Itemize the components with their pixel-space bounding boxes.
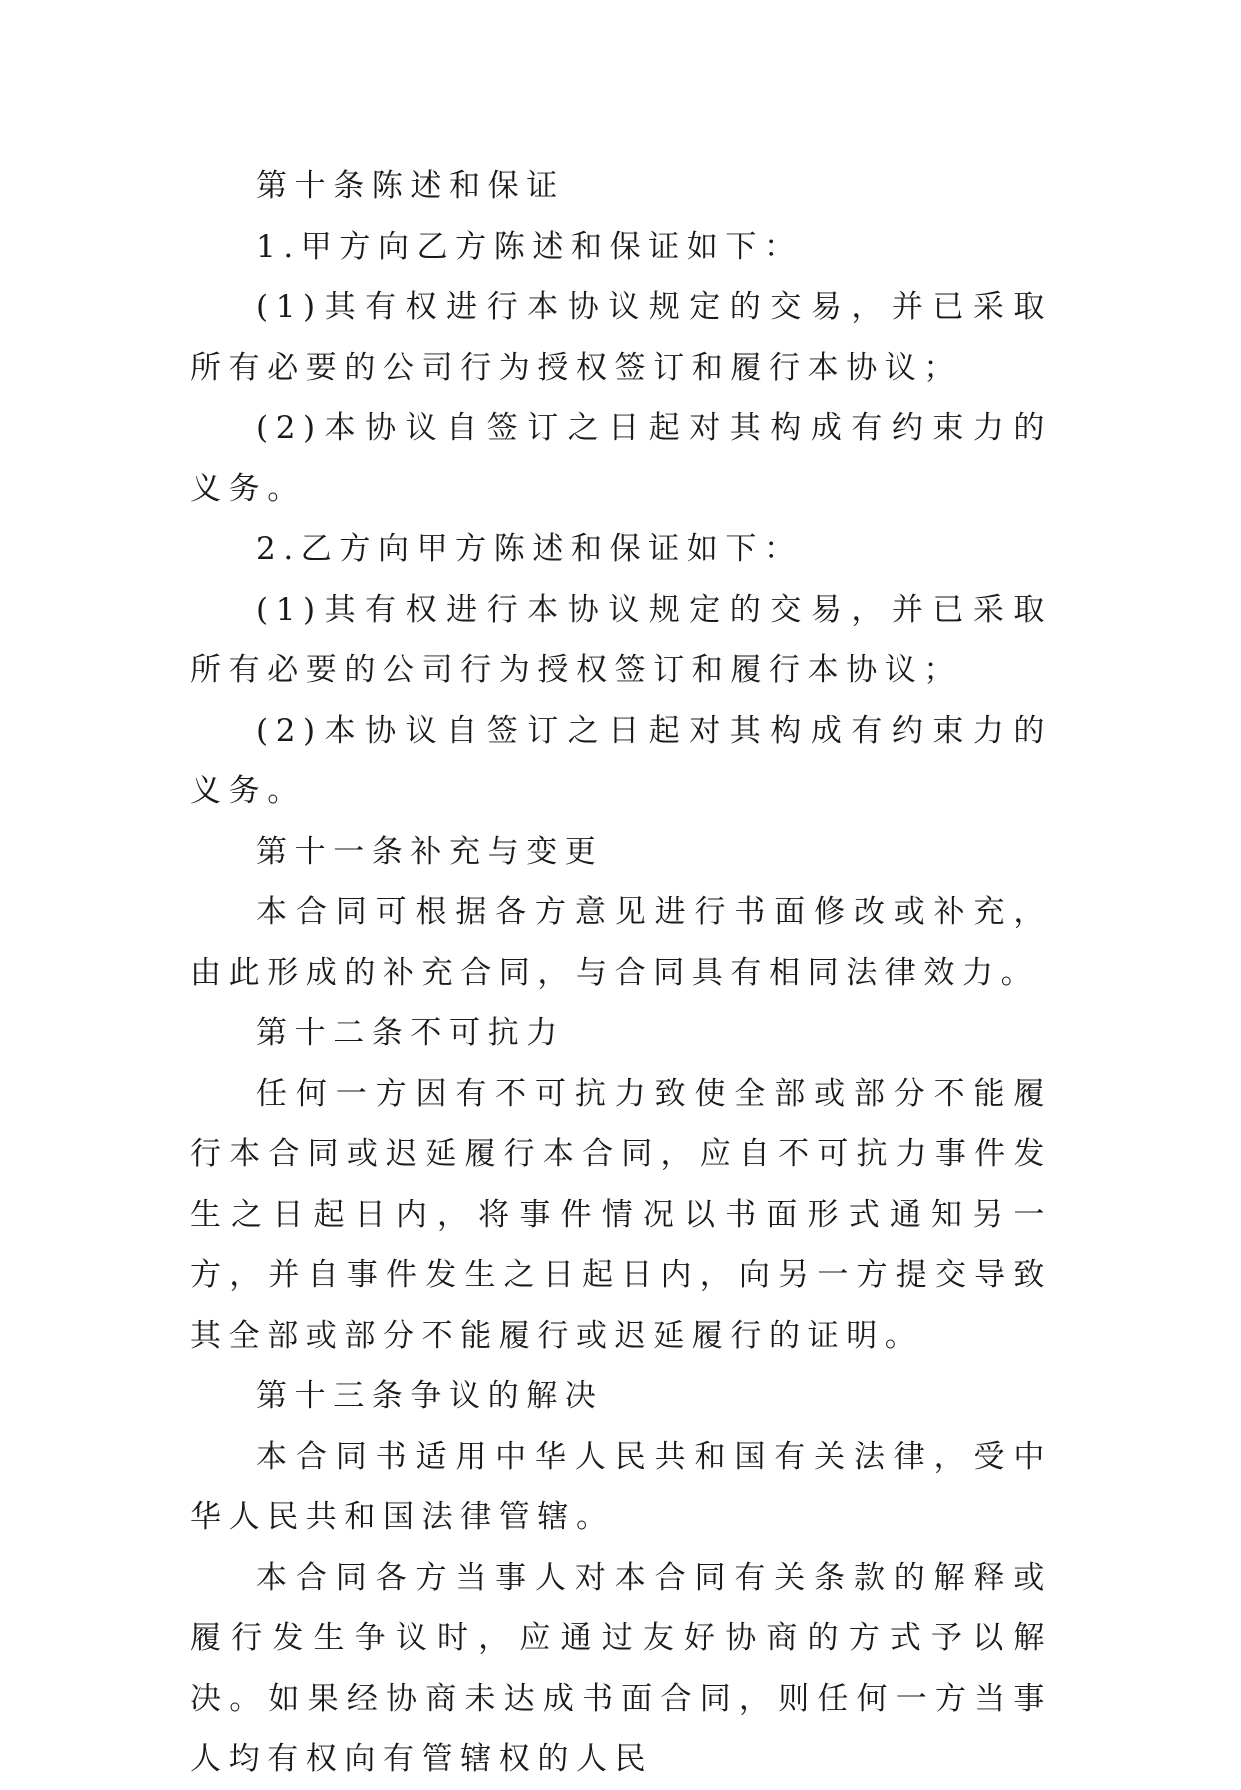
article-13-heading: 第十三条争议的解决 [256,1378,604,1414]
article-10-clause-2-item-2: (2)本协议自签订之日起对其构成有约束力的义务。 [190,712,1052,809]
document-body [190,156,1052,1790]
article-11-heading: 第十一条补充与变更 [256,833,604,870]
article-12-heading: 第十二条不可抗力 [256,1015,565,1051]
article-10-clause-1-item-2: (2)本协议自签订之日起对其构成有约束力的义务。 [190,410,1052,507]
article-10-clause-2-item-1: (1)其有权进行本协议规定的交易，并已采取所有必要的公司行为授权签订和履行本协议； [190,591,1052,688]
article-12-body: 任何一方因有不可抗力致使全部或部分不能履行本合同或迟延履行本合同，应自不可抗力事件发生之日起日内，将事件情况以书面形式通知另一方，并自事件发生之日起日内，向另一方提交导致其全部或部分不能履行或迟延履行的证明。 [190,1075,1052,1354]
article-10-clause-1: 1.甲方向乙方陈述和保证如下： [256,228,803,265]
article-10-clause-1-item-1: (1)其有权进行本协议规定的交易，并已采取所有必要的公司行为授权签订和履行本协议； [190,289,1052,386]
article-13-body-1: 本合同书适用中华人民共和国有关法律，受中华人民共和国法律管辖。 [190,1438,1052,1535]
article-11-body: 本合同可根据各方意见进行书面修改或补充，由此形成的补充合同，与合同具有相同法律效力。 [190,894,1052,991]
article-10-clause-2: 2.乙方向甲方陈述和保证如下： [256,531,803,567]
article-13-body-2: 本合同各方当事人对本合同有关条款的解释或履行发生争议时，应通过友好协商的方式予以解决。如果经协商未达成书面合同，则任何一方当事人均有权向有管辖权的人民 [190,1559,1052,1777]
article-10-heading: 第十条陈述和保证 [256,168,565,204]
